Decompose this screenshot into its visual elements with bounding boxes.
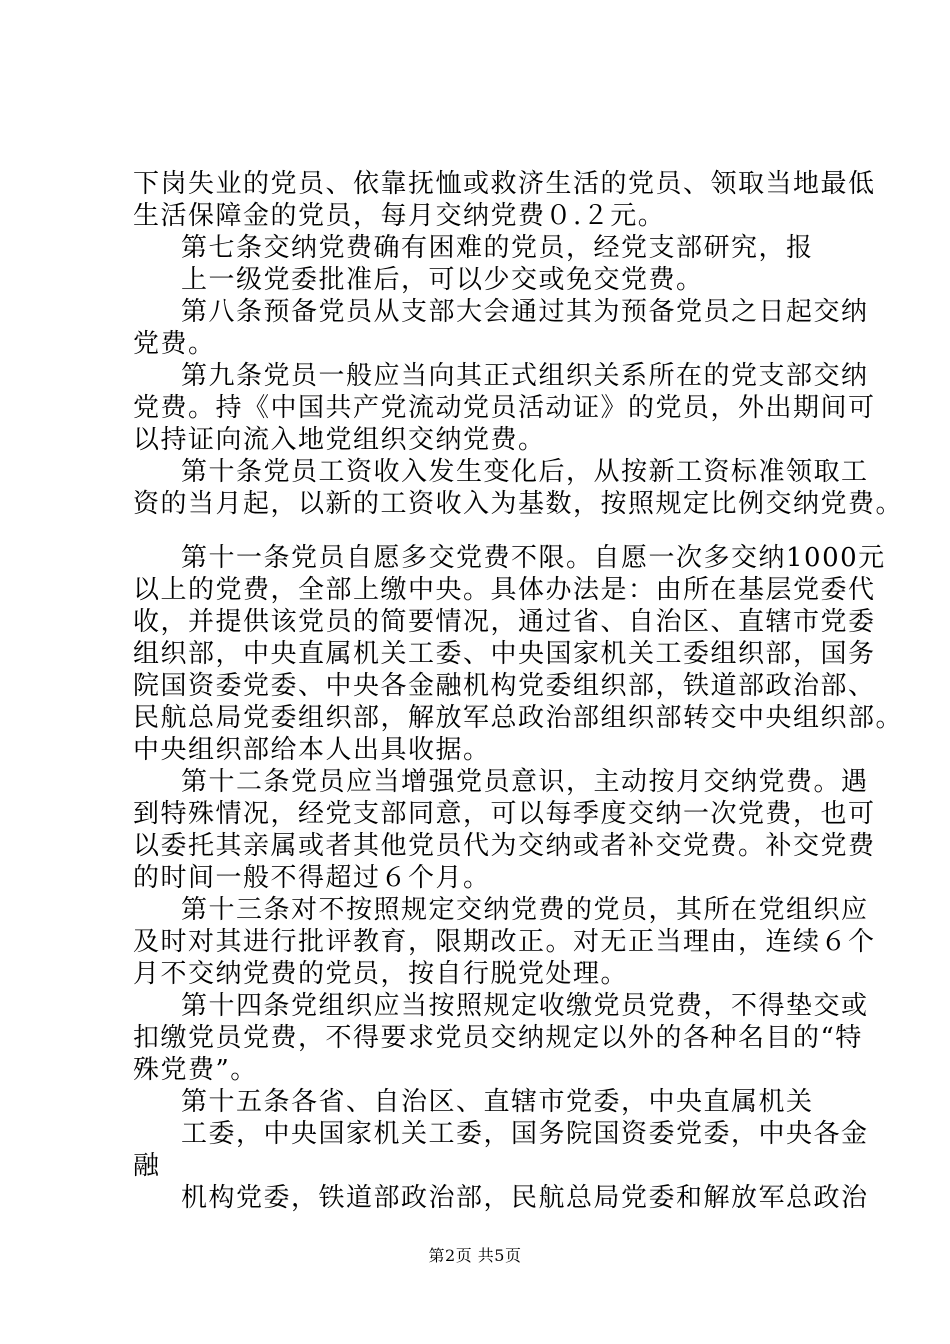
page-number-footer: 第2页 共5页 [428,1246,522,1265]
text-line-6: 党费。 [133,329,216,359]
document-body [133,168,904,1214]
text-line-24: 及时对其进行批评教育，限期改正。对无正当理由，连续６个 [133,927,876,957]
text-line-14: 收，并提供该党员的简要情况，通过省、自治区、直辖市党委 [133,607,876,637]
text-line-15: 组织部，中央直属机关工委、中央国家机关工委组织部，国务 [133,639,876,669]
text-line-11: 资的当月起，以新的工资收入为基数，按照规定比例交纳党费。 [133,489,904,519]
text-line-16: 院国资委党委、中央各金融机构党委组织部，铁道部政治部、 [133,671,876,701]
text-line-8: 党费。持《中国共产党流动党员活动证》的党员，外出期间可 [133,393,876,423]
paragraph-gap [133,520,843,542]
text-line-19: 第十二条党员应当增强党员意识，主动按月交纳党费。遇 [181,767,869,797]
text-line-7: 第九条党员一般应当向其正式组织关系所在的党支部交纳 [181,361,869,391]
text-line-25: 月不交纳党费的党员，按自行脱党处理。 [133,959,629,989]
text-line-13: 以上的党费，全部上缴中央。具体办法是：由所在基层党委代 [133,575,876,605]
text-line-30: 工委，中央国家机关工委，国务院国资委党委，中央各金 [181,1119,869,1149]
text-line-17: 民航总局党委组织部，解放军总政治部组织部转交中央组织部。 [133,703,904,733]
text-line-32: 机构党委，铁道部政治部，民航总局党委和解放军总政治 [181,1183,869,1213]
text-line-29: 第十五条各省、自治区、直辖市党委，中央直属机关 [181,1087,814,1117]
text-line-22: 的时间一般不得超过６个月。 [133,863,491,893]
text-line-26: 第十四条党组织应当按照规定收缴党员党费，不得垫交或 [181,991,869,1021]
text-line-1: 下岗失业的党员、依靠抚恤或救济生活的党员、领取当地最低 [133,169,876,199]
text-line-31: 融 [133,1151,161,1181]
text-line-20: 到特殊情况，经党支部同意，可以每季度交纳一次党费，也可 [133,799,876,829]
text-line-2: 生活保障金的党员，每月交纳党费０.２元。 [133,201,666,231]
text-line-10: 第十条党员工资收入发生变化后，从按新工资标准领取工 [181,457,869,487]
text-line-3: 第七条交纳党费确有困难的党员，经党支部研究，报 [181,233,814,263]
text-line-12: 第十一条党员自愿多交党费不限。自愿一次多交纳1000元 [181,543,886,573]
text-line-9: 以持证向流入地党组织交纳党费。 [133,425,546,455]
text-line-27: 扣缴党员党费，不得要求党员交纳规定以外的各种名目的“特 [133,1023,863,1053]
text-line-4: 上一级党委批准后，可以少交或免交党费。 [181,265,704,295]
text-line-18: 中央组织部给本人出具收据。 [133,735,491,765]
text-line-21: 以委托其亲属或者其他党员代为交纳或者补交党费。补交党费 [133,831,876,861]
text-line-5: 第八条预备党员从支部大会通过其为预备党员之日起交纳 [181,297,869,327]
text-line-28: 殊党费”。 [133,1055,258,1085]
text-line-23: 第十三条对不按照规定交纳党费的党员，其所在党组织应 [181,895,869,925]
